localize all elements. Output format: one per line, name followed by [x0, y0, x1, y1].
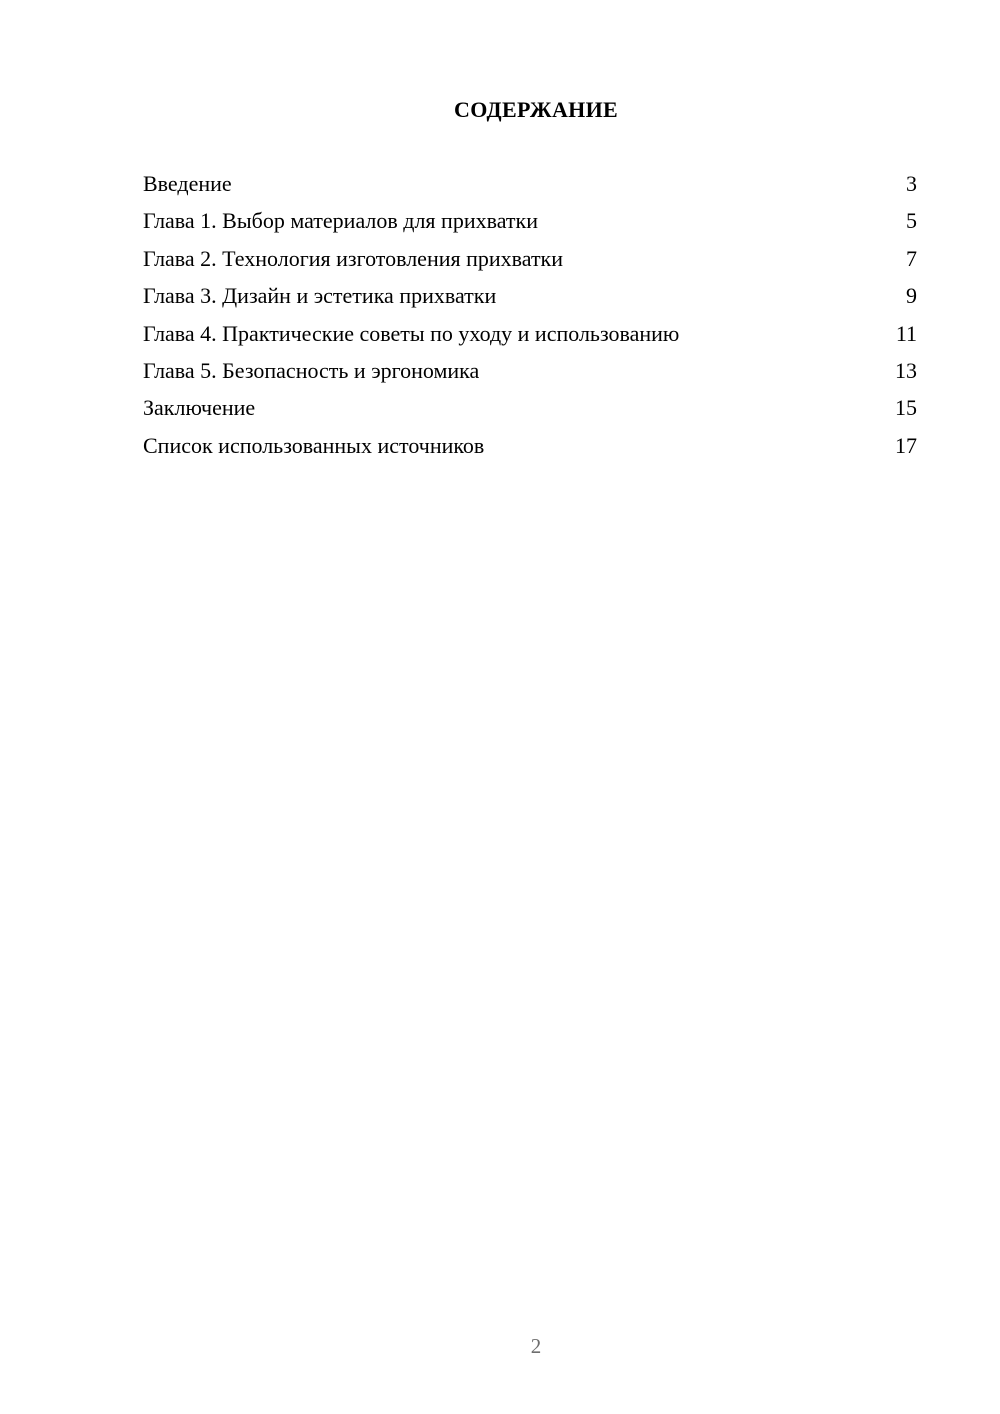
page-number: 2: [530, 1334, 542, 1358]
toc-entry-label: Список использованных источников: [143, 432, 485, 458]
toc-entry-label: Введение: [143, 171, 232, 196]
toc-entry-label: Глава 1. Выбор материалов для прихватки: [143, 208, 538, 234]
toc-entry-page: 13: [895, 357, 917, 383]
toc-entry-label: Глава 2. Технология изготовления прихватки: [143, 245, 564, 271]
toc-entry-page: 9: [906, 283, 917, 309]
toc-entry-label: Заключение: [143, 395, 256, 421]
toc-entry-page: 17: [895, 432, 917, 458]
toc-entry-label: Глава 5. Безопасность и эргономика: [143, 357, 480, 383]
toc-entry-chapter-1: [143, 206, 919, 243]
toc-entry-page: 11: [895, 320, 917, 346]
toc-entry-chapter-5: [143, 356, 919, 393]
toc-entry-page: 15: [895, 395, 917, 421]
toc-entry-introduction: [143, 169, 919, 206]
toc-entry-chapter-4: [143, 319, 919, 356]
toc-entry-chapter-2: [143, 244, 919, 281]
toc-entry-label: Глава 3. Дизайн и эстетика прихватки: [143, 283, 497, 309]
toc-entry-chapter-3: [143, 281, 919, 318]
toc-entry-page: 7: [906, 245, 917, 271]
toc-entry-page: 3: [906, 171, 917, 196]
toc-entry-conclusion: [143, 393, 919, 430]
table-of-contents: [143, 169, 919, 468]
toc-entry-page: 5: [906, 208, 917, 234]
toc-entry-references: [143, 431, 919, 468]
toc-entry-label: Глава 4. Практические советы по уходу и использованию: [143, 320, 680, 346]
toc-title: СОДЕРЖАНИЕ: [454, 97, 618, 122]
